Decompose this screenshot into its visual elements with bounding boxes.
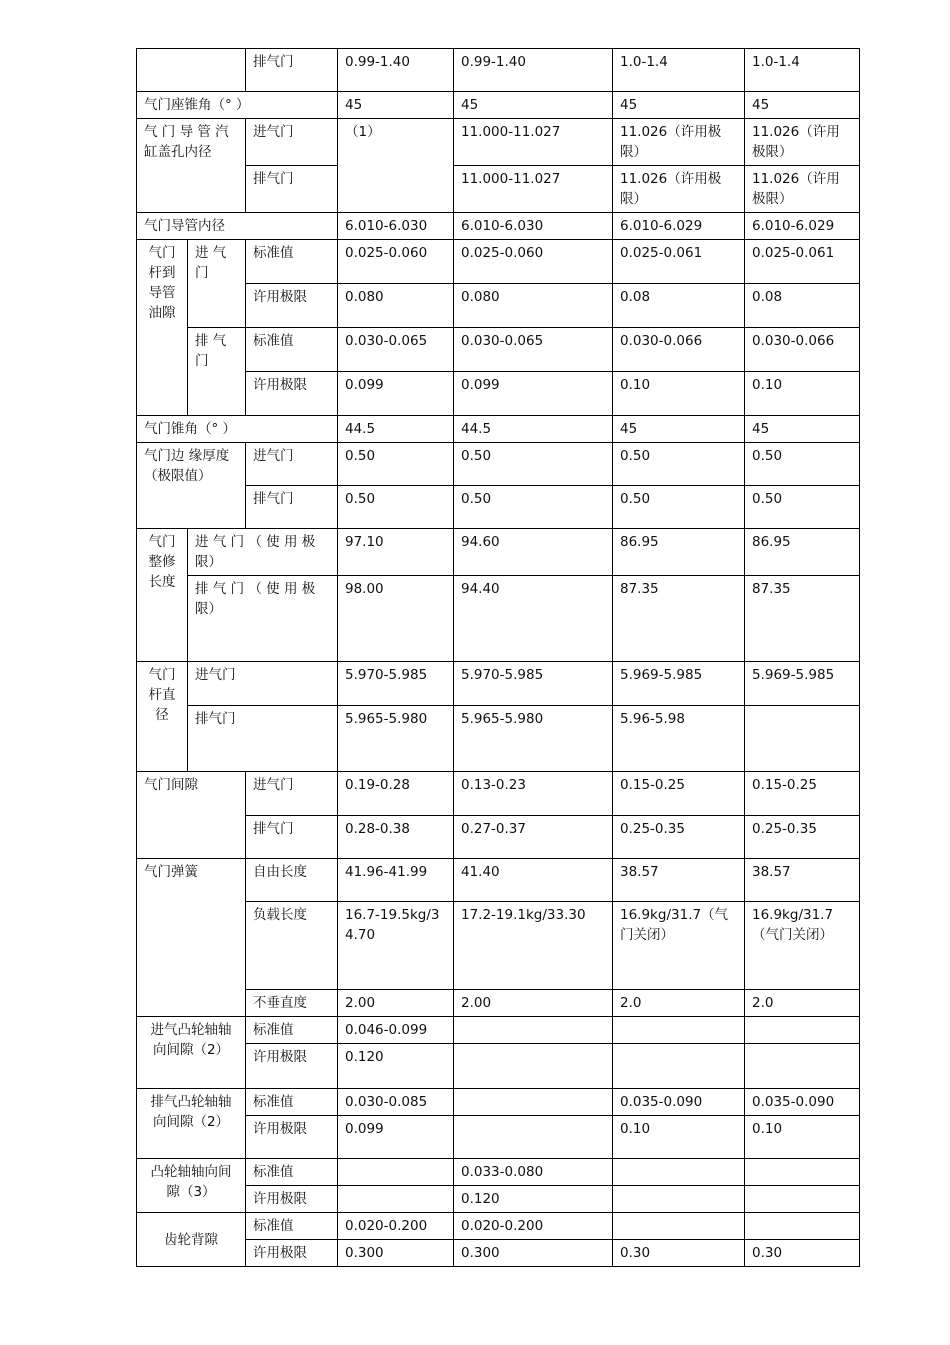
sub-label: 许用极限 [246, 1116, 338, 1159]
value-cell: 2.0 [745, 990, 860, 1017]
sub-label: 标准值 [246, 1159, 338, 1186]
sub-label: 进 气 门 （ 使 用 极 限） [188, 529, 338, 576]
sub-label: 进 气 门 [188, 240, 246, 328]
row-cam-endplay-limit [137, 1186, 860, 1213]
sub-label: 标准值 [246, 1017, 338, 1044]
row-exhaust-valve-continued [137, 49, 860, 92]
sub-label: 许用极限 [246, 1240, 338, 1267]
value-cell: 86.95 [613, 529, 745, 576]
value-cell: 0.50 [745, 443, 860, 486]
row-label: 气门锥角（° ） [137, 416, 338, 443]
value-cell: 0.50 [745, 486, 860, 529]
sub-label: 许用极限 [246, 1186, 338, 1213]
row-gear-backlash-limit [137, 1240, 860, 1267]
value-cell: 0.046-0.099 [338, 1017, 454, 1044]
value-cell: 45 [745, 416, 860, 443]
row-margin-thickness-intake [137, 443, 860, 486]
value-cell: 0.50 [454, 486, 613, 529]
value-cell [613, 1044, 745, 1089]
value-cell: 0.300 [338, 1240, 454, 1267]
value-cell: 0.020-0.200 [454, 1213, 613, 1240]
row-label: 气门边 缘厚度（极限值） [137, 443, 246, 529]
value-cell [745, 1017, 860, 1044]
row-label: 气门弹簧 [137, 859, 246, 1017]
value-cell: 45 [745, 92, 860, 119]
value-cell: 98.00 [338, 576, 454, 662]
value-cell: 0.025-0.061 [613, 240, 745, 284]
value-cell: 0.50 [338, 443, 454, 486]
value-cell: 0.025-0.061 [745, 240, 860, 284]
sub-label: 排 气 门 （ 使 用 极 限） [188, 576, 338, 662]
row-valve-clearance-intake [137, 772, 860, 816]
value-cell: 5.970-5.985 [454, 662, 613, 706]
value-cell: 5.965-5.980 [454, 706, 613, 772]
value-cell: 16.7-19.5kg/34.70 [338, 902, 454, 990]
sub-label: 许用极限 [246, 284, 338, 328]
sub-label: 自由长度 [246, 859, 338, 902]
sub-label: 标准值 [246, 240, 338, 284]
value-cell: 0.080 [454, 284, 613, 328]
row-guide-inner-diameter [137, 213, 860, 240]
value-cell: 45 [613, 92, 745, 119]
vertical-label: 气门整修长度 [137, 529, 188, 662]
value-cell: 0.035-0.090 [745, 1089, 860, 1116]
value-cell: 0.13-0.23 [454, 772, 613, 816]
value-cell: 0.099 [338, 372, 454, 416]
value-cell [454, 1044, 613, 1089]
sub-label: 排气门 [246, 816, 338, 859]
row-stem-clearance-exhaust-std [137, 328, 860, 372]
value-cell: 0.020-0.200 [338, 1213, 454, 1240]
value-cell: 0.120 [454, 1186, 613, 1213]
row-stem-clearance-exhaust-limit [137, 372, 860, 416]
row-valve-length-intake [137, 529, 860, 576]
value-cell: 0.27-0.37 [454, 816, 613, 859]
value-cell: 0.080 [338, 284, 454, 328]
value-cell [338, 1186, 454, 1213]
row-label: 凸轮轴轴向间隙（3） [137, 1159, 246, 1213]
value-cell: 5.96-5.98 [613, 706, 745, 772]
value-cell: 41.96-41.99 [338, 859, 454, 902]
value-cell: 1.0-1.4 [613, 49, 745, 92]
value-cell: 87.35 [745, 576, 860, 662]
value-cell: 94.40 [454, 576, 613, 662]
row-stem-clearance-intake-limit [137, 284, 860, 328]
value-cell: 0.50 [613, 443, 745, 486]
value-cell: 45 [613, 416, 745, 443]
value-cell: 5.969-5.985 [745, 662, 860, 706]
value-cell [745, 1159, 860, 1186]
value-cell: 0.50 [338, 486, 454, 529]
sub-label: 排气门 [188, 706, 338, 772]
sub-label: 标准值 [246, 1213, 338, 1240]
value-cell: 0.120 [338, 1044, 454, 1089]
value-cell: 0.099 [338, 1116, 454, 1159]
value-cell: 0.25-0.35 [745, 816, 860, 859]
sub-label: 排 气 门 [188, 328, 246, 416]
vertical-label: 气门杆到导管油隙 [137, 240, 188, 416]
value-cell: 1.0-1.4 [745, 49, 860, 92]
row-valve-face-angle [137, 416, 860, 443]
value-cell: 44.5 [338, 416, 454, 443]
row-exhaust-cam-endplay-std [137, 1089, 860, 1116]
value-cell: 0.025-0.060 [338, 240, 454, 284]
value-cell: 38.57 [613, 859, 745, 902]
row-label: 气门间隙 [137, 772, 246, 859]
row-spring-free-length [137, 859, 860, 902]
value-cell: 86.95 [745, 529, 860, 576]
value-cell: 17.2-19.1kg/33.30 [454, 902, 613, 990]
value-cell: 0.50 [454, 443, 613, 486]
value-cell: 2.00 [454, 990, 613, 1017]
sub-label: 标准值 [246, 328, 338, 372]
row-label: 齿轮背隙 [137, 1213, 246, 1267]
value-cell: 16.9kg/31.7（气门关闭） [613, 902, 745, 990]
value-cell: 94.60 [454, 529, 613, 576]
sub-label: 许用极限 [246, 372, 338, 416]
value-cell: 0.15-0.25 [745, 772, 860, 816]
sub-label: 进气门 [188, 662, 338, 706]
row-stem-diameter-intake [137, 662, 860, 706]
value-cell: 0.030-0.065 [338, 328, 454, 372]
value-cell: 0.10 [613, 1116, 745, 1159]
value-cell: 6.010-6.029 [745, 213, 860, 240]
value-cell: 0.28-0.38 [338, 816, 454, 859]
vertical-label: 气门杆直径 [137, 662, 188, 772]
row-stem-clearance-intake-std [137, 240, 860, 284]
value-cell: 0.50 [613, 486, 745, 529]
row-label: 排气凸轮轴轴向间隙（2） [137, 1089, 246, 1159]
value-cell: 0.030-0.085 [338, 1089, 454, 1116]
sub-label: 排气门 [246, 49, 338, 92]
value-cell: 5.965-5.980 [338, 706, 454, 772]
value-cell: 0.10 [613, 372, 745, 416]
value-cell: 6.010-6.029 [613, 213, 745, 240]
value-cell: 11.000-11.027 [454, 166, 613, 213]
value-cell: 0.08 [613, 284, 745, 328]
value-cell: 11.026（许用极限） [745, 119, 860, 166]
sub-label: 排气门 [246, 166, 338, 213]
value-cell: 0.099 [454, 372, 613, 416]
sub-label: 进气门 [246, 772, 338, 816]
value-cell: 97.10 [338, 529, 454, 576]
value-cell [745, 1213, 860, 1240]
value-cell [454, 1017, 613, 1044]
value-cell [454, 1089, 613, 1116]
sub-label: 负载长度 [246, 902, 338, 990]
value-cell: 0.15-0.25 [613, 772, 745, 816]
value-cell [745, 706, 860, 772]
value-cell: 11.026（许用极限） [613, 119, 745, 166]
value-cell: 44.5 [454, 416, 613, 443]
row-cam-endplay-std [137, 1159, 860, 1186]
value-cell: 5.970-5.985 [338, 662, 454, 706]
value-cell: 38.57 [745, 859, 860, 902]
row-gear-backlash-std [137, 1213, 860, 1240]
row-valve-seat-angle [137, 92, 860, 119]
value-cell: 0.10 [745, 372, 860, 416]
empty-cell [137, 49, 246, 92]
value-cell: 0.033-0.080 [454, 1159, 613, 1186]
value-cell: 11.026（许用极限） [613, 166, 745, 213]
value-cell [613, 1159, 745, 1186]
value-cell: 0.30 [745, 1240, 860, 1267]
value-cell: 0.030-0.066 [745, 328, 860, 372]
value-cell: 6.010-6.030 [338, 213, 454, 240]
value-cell: 2.00 [338, 990, 454, 1017]
value-cell [454, 1116, 613, 1159]
value-cell [745, 1186, 860, 1213]
row-valve-length-exhaust [137, 576, 860, 662]
value-cell: 2.0 [613, 990, 745, 1017]
value-cell: 0.30 [613, 1240, 745, 1267]
row-valve-clearance-exhaust [137, 816, 860, 859]
value-cell: 0.10 [745, 1116, 860, 1159]
sub-label: 排气门 [246, 486, 338, 529]
row-exhaust-cam-endplay-limit [137, 1116, 860, 1159]
row-intake-cam-endplay-std [137, 1017, 860, 1044]
value-cell: 0.99-1.40 [454, 49, 613, 92]
row-guide-bore-intake [137, 119, 860, 166]
value-cell: 0.030-0.065 [454, 328, 613, 372]
row-label: 气门座锥角（° ） [137, 92, 338, 119]
note-cell: （1） [338, 119, 454, 213]
value-cell: 6.010-6.030 [454, 213, 613, 240]
row-label: 气 门 导 管 汽 缸盖孔内径 [137, 119, 246, 213]
value-cell [745, 1044, 860, 1089]
value-cell: 87.35 [613, 576, 745, 662]
value-cell: 0.08 [745, 284, 860, 328]
value-cell: 0.025-0.060 [454, 240, 613, 284]
value-cell [613, 1017, 745, 1044]
value-cell: 0.030-0.066 [613, 328, 745, 372]
value-cell: 0.25-0.35 [613, 816, 745, 859]
value-cell: 16.9kg/31.7（气门关闭） [745, 902, 860, 990]
value-cell: 0.99-1.40 [338, 49, 454, 92]
value-cell: 11.026（许用极限） [745, 166, 860, 213]
sub-label: 许用极限 [246, 1044, 338, 1089]
row-stem-diameter-exhaust [137, 706, 860, 772]
row-spring-load-length [137, 902, 860, 990]
value-cell [613, 1186, 745, 1213]
value-cell: 41.40 [454, 859, 613, 902]
sub-label: 标准值 [246, 1089, 338, 1116]
value-cell [613, 1213, 745, 1240]
sub-label: 进气门 [246, 443, 338, 486]
row-guide-bore-exhaust [137, 166, 860, 213]
row-margin-thickness-exhaust [137, 486, 860, 529]
row-intake-cam-endplay-limit [137, 1044, 860, 1089]
row-label: 进气凸轮轴轴向间隙（2） [137, 1017, 246, 1089]
sub-label: 进气门 [246, 119, 338, 166]
value-cell: 0.19-0.28 [338, 772, 454, 816]
value-cell: 45 [454, 92, 613, 119]
value-cell: 11.000-11.027 [454, 119, 613, 166]
value-cell [338, 1159, 454, 1186]
value-cell: 0.035-0.090 [613, 1089, 745, 1116]
row-spring-perpendicularity [137, 990, 860, 1017]
row-label: 气门导管内径 [137, 213, 338, 240]
spec-table [136, 48, 860, 1267]
value-cell: 45 [338, 92, 454, 119]
value-cell: 5.969-5.985 [613, 662, 745, 706]
sub-label: 不垂直度 [246, 990, 338, 1017]
value-cell: 0.300 [454, 1240, 613, 1267]
